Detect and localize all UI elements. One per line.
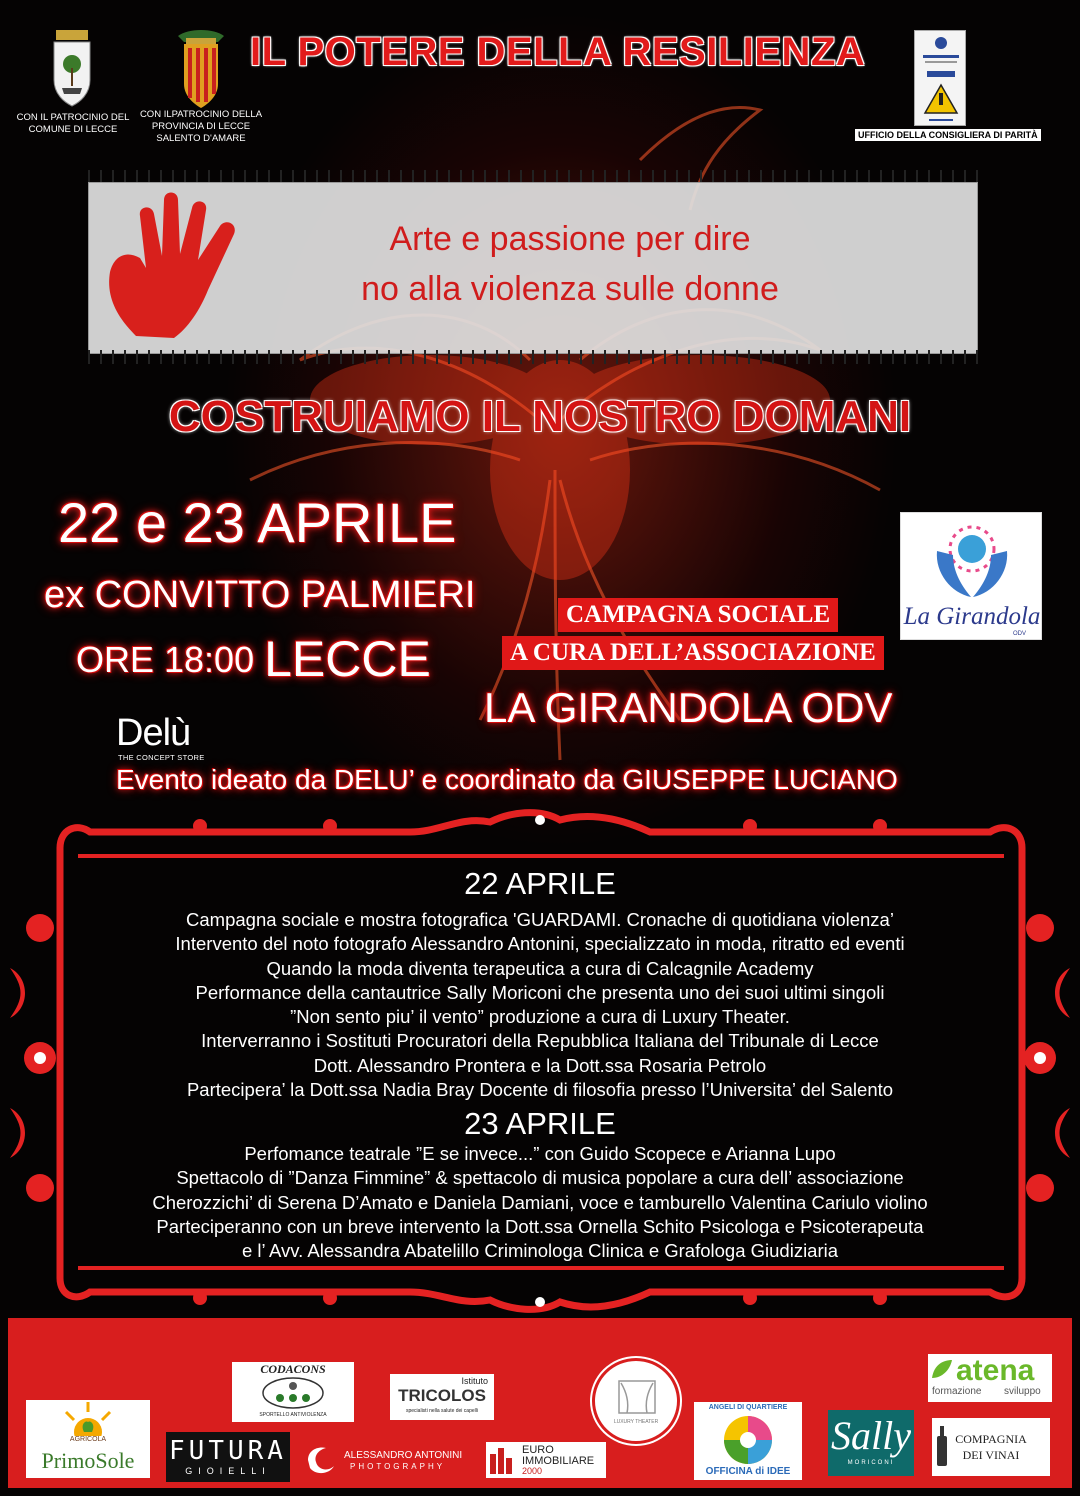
euro-line-1: EURO <box>522 1444 554 1456</box>
day-1-line: Partecipera’ la Dott.ssa Nadia Bray Docente di filosofia presso l’Universita’ del Salento <box>186 1079 894 1101</box>
futura-gioielli-logo <box>166 1432 290 1482</box>
sally-moriconi-logo <box>828 1410 914 1476</box>
officina-name: OFFICINA di IDEE <box>705 1466 791 1477</box>
event-venue: ex CONVITTO PALMIERI <box>44 574 476 616</box>
compagnia-dei-vinai-logo <box>932 1418 1050 1476</box>
euro-line-2: IMMOBILIARE <box>522 1455 595 1467</box>
atena-name: atena <box>956 1354 1035 1387</box>
luxury-theater-logo <box>592 1358 680 1444</box>
day-2-line: Cherozzichi’ di Serena D’Amato e Daniela Damiani, voce e tamburello Valentina Cariulo violino <box>152 1191 928 1213</box>
futura-sub: GIOIELLI <box>185 1466 271 1476</box>
subtitle: COSTRUIAMO IL NOSTRO DOMANI <box>168 392 912 441</box>
euro-line-3: 2000 <box>522 1466 543 1476</box>
provincia-patronage-caption: CON ILPATROCINIO DELLA PROVINCIA DI LECCE SALENTO D'AMARE <box>139 109 263 144</box>
sponsors-band <box>8 1318 1072 1488</box>
delu-logo: Delù <box>116 712 191 754</box>
banner-line-1: Arte e passione per dire <box>389 220 751 258</box>
event-city: LECCE <box>264 631 431 687</box>
main-title: IL POTERE DELLA RESILIENZA <box>250 30 866 74</box>
comune-patronage-caption: CON IL PATROCINIO DEL COMUNE DI LECCE <box>16 112 130 135</box>
vinai-line-1: COMPAGNIA <box>955 1432 1027 1446</box>
day-1-line: Performance della cantautrice Sally Moriconi che presenta uno dei suoi ultimi singoli <box>195 981 885 1003</box>
primosole-name: PrimoSole <box>41 1448 135 1473</box>
day-1-line: Interverranno i Sostituti Procuratori della Repubblica Italiana del Tribunale di Lecce <box>201 1030 879 1052</box>
vinai-line-2: DEI VINAI <box>962 1448 1020 1462</box>
day-2-line: Perfomance teatrale ”E se invece...” con Guido Scopece e Arianna Lupo <box>244 1143 836 1164</box>
codacons-shamrock-icon <box>260 1376 326 1410</box>
campaign-tag-1: CAMPAGNA SOCIALE <box>558 598 838 632</box>
atena-logo <box>928 1354 1052 1402</box>
officina-di-idee-logo <box>694 1402 802 1480</box>
colorful-wheel-icon <box>722 1414 774 1466</box>
sally-name: Sally <box>831 1413 911 1458</box>
tricolos-logo <box>390 1374 494 1420</box>
primosole-top: AGRICOLA <box>69 1436 107 1443</box>
primosole-logo <box>26 1400 150 1478</box>
camera-swirl-icon <box>304 1444 338 1476</box>
day-2-line: Parteciperanno con un breve intervento la Dott.ssa Ornella Schito Psicologa e Psicoterapeuta <box>156 1215 924 1237</box>
association-name: LA GIRANDOLA ODV <box>484 684 893 731</box>
codacons-name: CODACONS <box>260 1362 326 1376</box>
comune-lecce-crest <box>50 28 94 108</box>
organizer-credit: Evento ideato da DELU’ e coordinato da GIUSEPPE LUCIANO <box>116 764 898 795</box>
day-2-line: Spettacolo di ”Danza Fimmine” & spettacolo di musica popolare a cura dell’ associazione <box>176 1167 904 1189</box>
day-1-line: Intervento del noto fotografo Alessandro Antonini, specializzato in moda, ritratto ed eventi <box>175 933 905 955</box>
codacons-logo <box>232 1362 354 1422</box>
la-girandola-logo-text: La Girandola <box>903 603 1041 630</box>
la-girandola-logo-sub: ODV <box>1013 631 1027 637</box>
theater-curtain-icon <box>617 1379 657 1415</box>
antonini-sub: PHOTOGRAPHY <box>350 1462 446 1471</box>
consigliera-caption: UFFICIO DELLA CONSIGLIERA DI PARITÀ <box>855 129 1041 141</box>
sally-sub: MORICONI <box>847 1460 895 1466</box>
event-time-city <box>76 630 431 688</box>
day-2-title: 23 APRILE <box>464 1106 616 1141</box>
tricolos-name: TRICOLOS <box>398 1386 486 1405</box>
la-girandola-logo <box>900 512 1042 640</box>
euro-immobiliare-logo <box>486 1442 606 1478</box>
atena-sub1: formazione <box>932 1386 982 1397</box>
day-1-line: ”Non sento piu’ il vento” produzione a cura di Luxury Theater. <box>290 1006 790 1028</box>
antonini-name: ALESSANDRO ANTONINI <box>344 1450 463 1461</box>
consigliera-parita-logo <box>914 30 966 126</box>
provincia-lecce-crest <box>174 28 228 108</box>
hands-globe-icon <box>931 521 1013 601</box>
sun-icon <box>58 1402 118 1436</box>
codacons-sub: SPORTELLO ANTIVIOLENZA <box>259 1412 327 1418</box>
day-1-title: 22 APRILE <box>464 866 616 901</box>
delu-logo-sub: THE CONCEPT STORE <box>118 753 205 762</box>
day-1-line: Dott. Alessandro Prontera e la Dott.ssa Rosaria Petrolo <box>313 1054 767 1076</box>
day-2-line: e l’ Avv. Alessandra Abatelillo Criminologa Clinica e Grafologa Giudiziaria <box>241 1240 839 1262</box>
atena-leaf-icon <box>930 1358 954 1380</box>
futura-name: FUTURA <box>169 1436 287 1466</box>
tricolos-top: Istituto <box>461 1376 488 1386</box>
alessandro-antonini-logo <box>304 1442 474 1478</box>
luxury-theater-name: LUXURY THEATER <box>613 1419 659 1425</box>
campaign-tag-2: A CURA DELL’ASSOCIAZIONE <box>502 636 884 670</box>
event-dates: 22 e 23 APRILE <box>58 491 457 554</box>
tricolos-sub: specialisti nella salute dei capelli <box>406 1408 478 1414</box>
event-time: ORE 18:00 <box>76 639 255 680</box>
banner-dashed-border-bottom <box>88 350 978 364</box>
day-1-line: Quando la moda diventa terapeutica a cura di Calcagnile Academy <box>266 957 814 979</box>
buildings-icon <box>490 1446 516 1474</box>
program-day-1 <box>100 866 980 1102</box>
day-1-line: Campagna sociale e mostra fotografica 'GUARDAMI. Cronache di quotidiana violenza’ <box>186 909 894 930</box>
atena-sub2: sviluppo <box>1004 1386 1041 1397</box>
program-day-2 <box>100 1106 980 1263</box>
officina-top: ANGELI DI QUARTIERE <box>708 1404 788 1411</box>
red-hand-icon <box>96 186 246 346</box>
banner-line-2: no alla violenza sulle donne <box>361 270 779 308</box>
